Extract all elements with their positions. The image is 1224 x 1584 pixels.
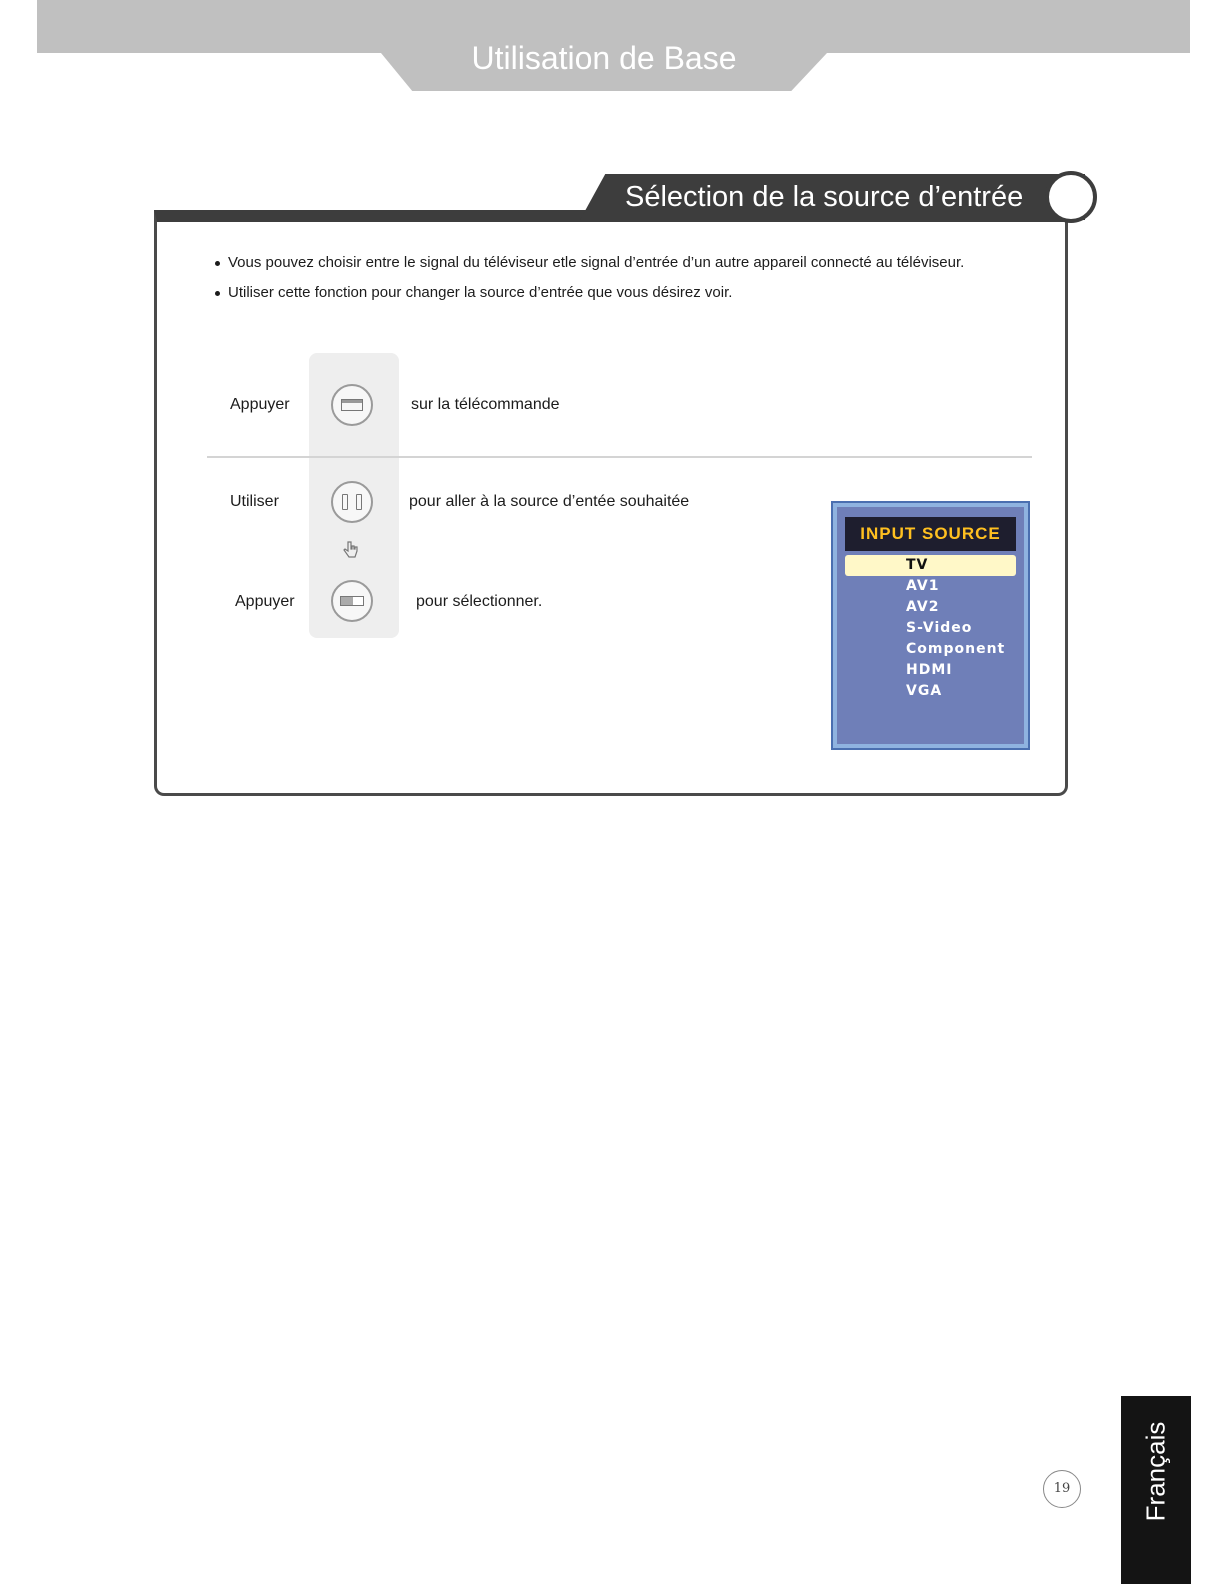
step2-verb: Utiliser [230, 493, 279, 510]
language-tab-label: Français [1140, 1421, 1171, 1521]
step2-text: pour aller à la source d’entée souhaitée [409, 493, 690, 510]
osd-title: INPUT SOURCE [845, 517, 1016, 551]
page-number: 19 [1043, 1470, 1081, 1508]
osd-source-list [845, 555, 1016, 702]
osd-item-av2: AV2 [906, 599, 940, 615]
bullet-item: Vous pouvez choisir entre le signal du téléviseur etle signal d’entrée d’un autre appareil connecté au téléviseur. [215, 254, 964, 284]
osd-item-tv: TV [845, 555, 1016, 576]
up-down-arrows-button-icon [331, 481, 373, 523]
osd-item-vga: VGA [906, 683, 943, 699]
bullet-item: Utiliser cette fonction pour changer la source d’entrée que vous désirez voir. [215, 284, 964, 314]
step1-verb: Appuyer [230, 396, 290, 413]
osd-item-s-video: S-Video [906, 620, 973, 636]
osd-item-component: Component [906, 641, 1006, 657]
osd-item-hdmi: HDMI [906, 662, 953, 678]
bullet-icon [215, 261, 220, 266]
section-circle-icon [1045, 171, 1097, 223]
step-divider [207, 456, 1032, 458]
step3-text: pour sélectionner. [416, 593, 543, 610]
page-header-title: Utilisation de Base [471, 40, 737, 76]
step1-text: sur la télécommande [411, 396, 560, 413]
input-source-osd-menu [833, 503, 1028, 748]
osd-item-av1: AV1 [906, 578, 940, 594]
section-title: Sélection de la source d’entrée [625, 181, 1024, 213]
enter-button-icon [331, 580, 373, 622]
step3-verb: Appuyer [235, 593, 295, 610]
bullet-icon [215, 291, 220, 296]
hand-pointer-icon [340, 540, 360, 560]
intro-bullet-list [215, 254, 964, 314]
source-button-icon [331, 384, 373, 426]
